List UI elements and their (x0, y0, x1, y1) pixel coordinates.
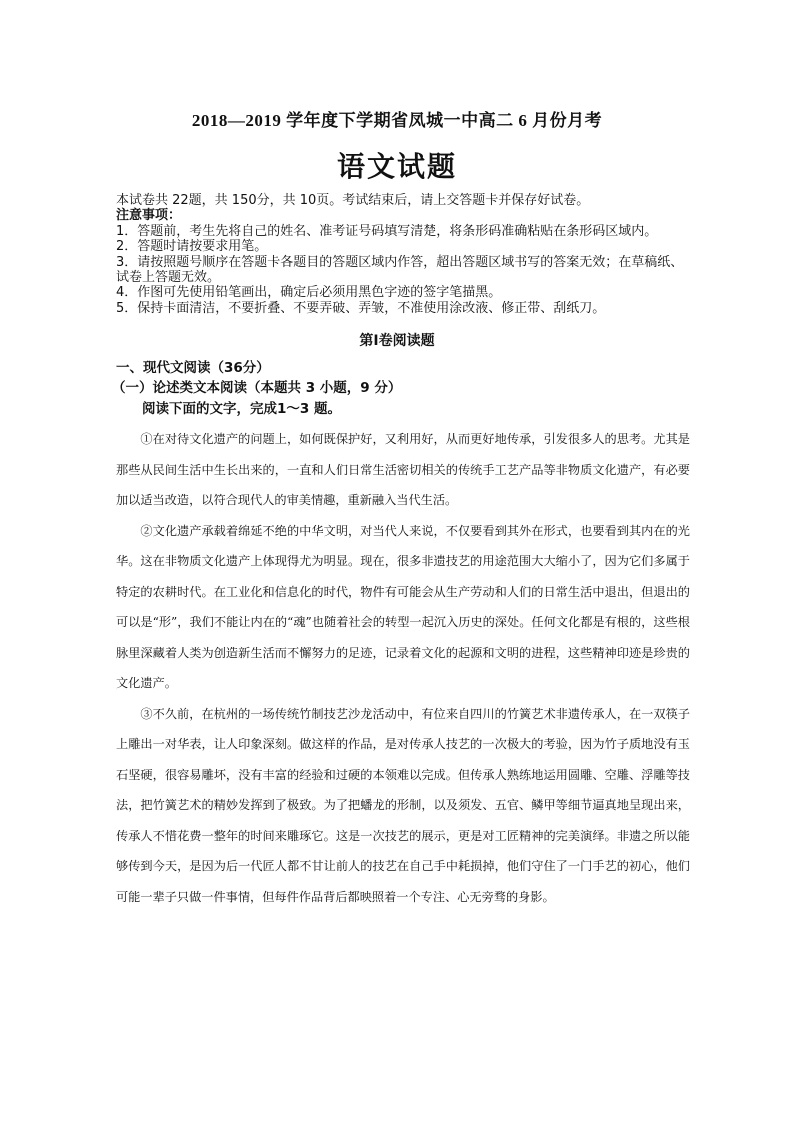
passage-paragraph: ③不久前，在杭州的一场传统竹制技艺沙龙活动中，有位来自四川的竹簧艺术非遗传承人，在一双筷子上雕出一对华表，让人印象深刻。做这样的作品，是对传承人技艺的一次极大的考验，因为竹子质地没有玉石坚硬，很容易雕坏，没有丰富的经验和过硬的本领难以完成。但传承人熟练地运用圆雕、空雕、浮雕等技法，把竹簧艺术的精妙发挥到了极致。为了把蟠龙的形制，以及须发、五官、鳞甲等细节逼真地呈现出来，传承人不惜花费一整年的时间来雕琢它。这是一次技艺的展示，更是对工匠精神的完美演绎。非遗之所以能够传到今天，是因为后一代匠人都不甘让前人的技艺在自己手中耗损掉，他们守住了一门手艺的初心，他们可能一辈子只做一件事情，但每件作品背后都映照着一个专注、心无旁骛的身影。 (116, 706, 690, 904)
subject-title: 语文试题 (336, 150, 457, 183)
reading-instruction: 阅读下面的文字，完成1～3 题。 (142, 401, 341, 417)
subpart-heading: （一）论述类文本阅读（本题共 3 小题，9 分） (112, 380, 402, 396)
notice-item: 5．保持卡面清洁，不要折叠、不要弄破、弄皱，不准使用涂改液、修正带、刮纸刀。 (116, 300, 606, 316)
section-title: 第Ⅰ卷阅读题 (359, 333, 435, 349)
notice-item: 3．请按照题号顺序在答题卡各题目的答题区域内作答，超出答题区域书写的答案无效；在草稿纸、试卷上答题无效。 (116, 254, 684, 286)
part-heading: 一、现代文阅读（36分） (116, 360, 270, 376)
notice-item: 4．作图可先使用铅笔画出，确定后必须用黑色字迹的签字笔描黑。 (116, 285, 502, 301)
notice-item: 1．答题前，考生先将自己的姓名、准考证号码填写清楚，将条形码准确粘贴在条形码区域内。 (116, 223, 658, 239)
notice-heading: 注意事项： (116, 208, 182, 224)
passage-paragraph: ①在对待文化遗产的问题上，如何既保护好，又利用好，从而更好地传承，引发很多人的思考。尤其是那些从民间生活中生长出来的，一直和人们日常生活密切相关的传统手工艺产品等非物质文化遗产，有必要加以适当改造，以符合现代人的审美情趣，重新融入当代生活。 (116, 432, 690, 507)
exam-notice (116, 193, 696, 316)
exam-title: 2018—2019 学年度下学期省凤城一中高二 6 月份月考 (191, 111, 603, 130)
passage-paragraph: ②文化遗产承载着绵延不绝的中华文明，对当代人来说，不仅要看到其外在形式，也要看到其内在的光华。这在非物质文化遗产上体现得尤为明显。现在，很多非遗技艺的用途范围大大缩小了，因为它们多属于特定的农耕时代。在工业化和信息化的时代，物件有可能会从生产劳动和人们的日常生活中退出，但退出的可以是“形”，我们不能让内在的“魂”也随着社会的转型一起沉入历史的深处。任何文化都是有根的，这些根脉里深藏着人类为创造新生活而不懈努力的足迹，记录着文化的起源和文明的进程，这些精神印迹是珍贵的文化遗产。 (116, 523, 690, 690)
notice-item: 2．答题时请按要求用笔。 (116, 239, 268, 255)
reading-passage (116, 424, 690, 912)
notice-intro: 本试卷共 22题，共 150分，共 10页。考试结束后，请上交答题卡并保存好试卷。 (116, 193, 590, 208)
